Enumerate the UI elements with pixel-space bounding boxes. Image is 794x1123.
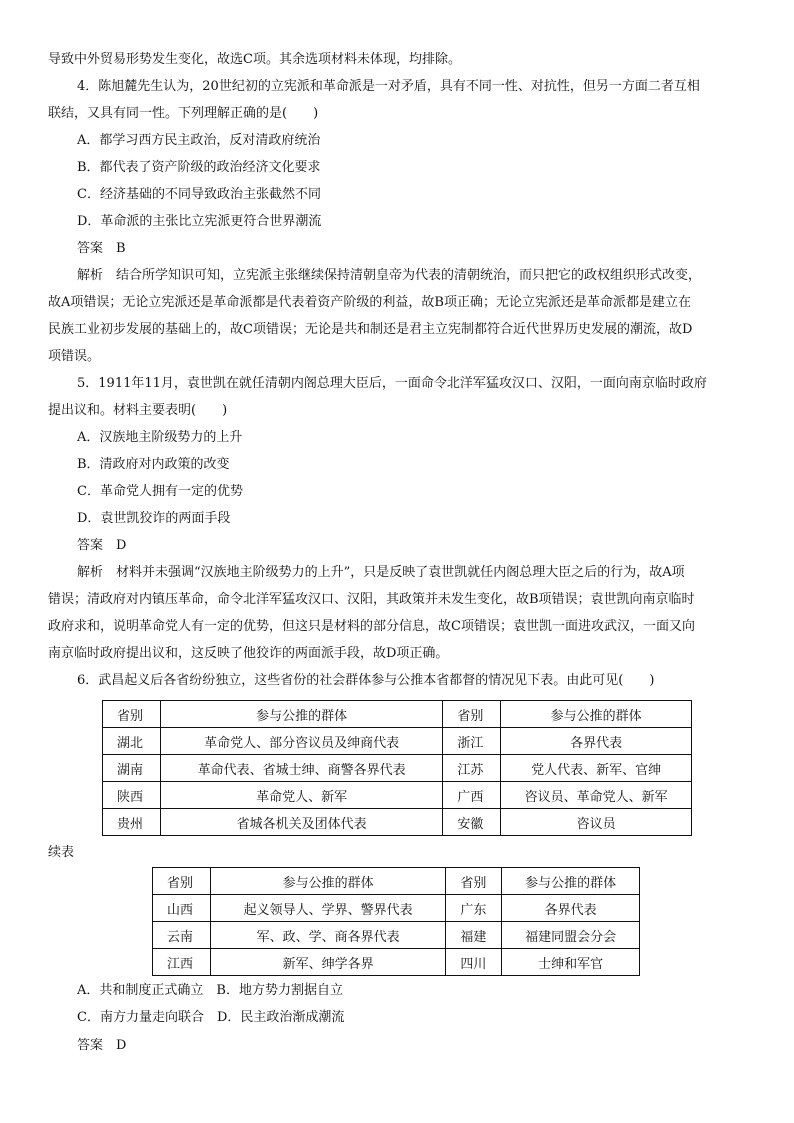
q4-option-b: B．都代表了资产阶级的政治经济文化要求 xyxy=(77,160,321,175)
q5-stem-line-2: 提出议和。材料主要表明( ) xyxy=(48,403,228,418)
q5-option-a: A．汉族地主阶级势力的上升 xyxy=(77,430,243,445)
table-cell: 革命代表、省城士绅、商警各界代表 xyxy=(160,755,442,782)
table-cell: 革命党人、新军 xyxy=(160,782,442,809)
q4-analysis-line-2: 故A项错误；无论立宪派还是革命派都是代表着资产阶级的利益，故B项正确；无论立宪派还是革命派都是建立在 xyxy=(48,295,691,310)
table-cell: 各界代表 xyxy=(501,728,692,755)
table-cell: 革命党人、部分咨议员及绅商代表 xyxy=(160,728,442,755)
table-cell: 起义领导人、学界、警界代表 xyxy=(210,895,445,922)
q5-option-d: D．袁世凯狡诈的两面手段 xyxy=(77,511,231,526)
table-row xyxy=(103,728,692,755)
table-header-row xyxy=(103,701,692,728)
table-row xyxy=(153,895,640,922)
table-header-cell: 参与公推的群体 xyxy=(210,868,445,895)
table-cell: 福建 xyxy=(446,922,502,949)
table-cell: 安徽 xyxy=(443,809,501,836)
table-cell: 各界代表 xyxy=(502,895,640,922)
q4-analysis-line-3: 民族工业初步发展的基础上的，故C项错误；无论是共和制还是君主立宪制都符合近代世界历史发展的潮流，故D xyxy=(48,322,693,337)
q5-analysis-line-1: 解析 材料并未强调“汉族地主阶级势力的上升”，只是反映了袁世凯就任内阁总理大臣之后的行为，故A项 xyxy=(77,565,685,580)
q6-table-2 xyxy=(152,867,640,976)
table-cell: 士绅和军官 xyxy=(502,949,640,976)
q4-analysis-line-4: 项错误。 xyxy=(48,349,101,364)
table-cell: 陕西 xyxy=(103,782,161,809)
table-cell: 浙江 xyxy=(443,728,501,755)
table-cell: 云南 xyxy=(153,922,211,949)
q4-option-a: A．都学习西方民主政治，反对清政府统治 xyxy=(77,133,321,148)
table-cell: 贵州 xyxy=(103,809,161,836)
q6-answer: 答案 D xyxy=(77,1038,127,1053)
table-cell: 湖南 xyxy=(103,755,161,782)
table-cell: 广西 xyxy=(443,782,501,809)
table-header-cell: 省别 xyxy=(443,701,501,728)
q6-options-line-1: A．共和制度正式确立 B．地方势力割据自立 xyxy=(77,983,343,998)
table-row xyxy=(103,809,692,836)
table-cell: 江西 xyxy=(153,949,211,976)
table-row xyxy=(103,755,692,782)
table-header-cell: 省别 xyxy=(103,701,161,728)
q6-table-1 xyxy=(102,700,692,836)
q4-option-d: D．革命派的主张比立宪派更符合世界潮流 xyxy=(77,214,322,229)
q4-answer: 答案 B xyxy=(77,241,126,256)
table-row xyxy=(103,782,692,809)
q5-option-c: C．革命党人拥有一定的优势 xyxy=(77,484,243,499)
table-cell: 军、政、学、商各界代表 xyxy=(210,922,445,949)
q6-stem: 6．武昌起义后各省纷纷独立，这些省份的社会群体参与公推本省都督的情况见下表。由此可见( ) xyxy=(77,673,655,688)
q5-option-b: B．清政府对内政策的改变 xyxy=(77,457,230,472)
table-cell: 福建同盟会分会 xyxy=(502,922,640,949)
q4-analysis-line-1: 解析 结合所学知识可知，立宪派主张继续保持清朝皇帝为代表的清朝统治，而只把它的政权组织形式改变， xyxy=(77,268,702,283)
table-cell: 湖北 xyxy=(103,728,161,755)
intro-line: 导致中外贸易形势发生变化，故选C项。其余选项材料未体现，均排除。 xyxy=(48,52,461,67)
table-header-cell: 省别 xyxy=(153,868,211,895)
table-header-cell: 省别 xyxy=(446,868,502,895)
q5-analysis-line-3: 政府求和，说明革命党人有一定的优势，但这只是材料的部分信息，故C项错误；袁世凯一面进攻武汉，一面又向 xyxy=(48,619,695,634)
table-cell: 广东 xyxy=(446,895,502,922)
table-header-cell: 参与公推的群体 xyxy=(502,868,640,895)
q4-stem-line-1: 4．陈旭麓先生认为，20世纪初的立宪派和革命派是一对矛盾，具有不同一性、对抗性，但另一方面二者互相 xyxy=(77,79,700,94)
table-cell: 新军、绅学各界 xyxy=(210,949,445,976)
table-header-row xyxy=(153,868,640,895)
table-cell: 咨议员、革命党人、新军 xyxy=(501,782,692,809)
table-cell: 党人代表、新军、官绅 xyxy=(501,755,692,782)
continued-label: 续表 xyxy=(48,845,75,860)
table-header-cell: 参与公推的群体 xyxy=(160,701,442,728)
q5-stem-line-1: 5．1911年11月，袁世凯在就任清朝内阁总理大臣后，一面命令北洋军猛攻汉口、汉阳，一面向南京临时政府 xyxy=(77,376,707,391)
table-cell: 四川 xyxy=(446,949,502,976)
table-row xyxy=(153,922,640,949)
q5-analysis-line-2: 错误；清政府对内镇压革命，命令北洋军猛攻汉口、汉阳，其政策并未发生变化，故B项错误；袁世凯向南京临时 xyxy=(48,592,695,607)
table-row xyxy=(153,949,640,976)
q5-analysis-line-4: 南京临时政府提出议和，这反映了他狡诈的两面派手段，故D项正确。 xyxy=(48,646,449,661)
table-cell: 省城各机关及团体代表 xyxy=(160,809,442,836)
q4-option-c: C．经济基础的不同导致政治主张截然不同 xyxy=(77,187,321,202)
q5-answer: 答案 D xyxy=(77,538,127,553)
q4-stem-line-2: 联结，又具有同一性。下列理解正确的是( ) xyxy=(48,106,319,121)
table-cell: 江苏 xyxy=(443,755,501,782)
q6-options-line-2: C．南方力量走向联合 D．民主政治渐成潮流 xyxy=(77,1010,345,1025)
table-header-cell: 参与公推的群体 xyxy=(501,701,692,728)
table-cell: 山西 xyxy=(153,895,211,922)
table-cell: 咨议员 xyxy=(501,809,692,836)
